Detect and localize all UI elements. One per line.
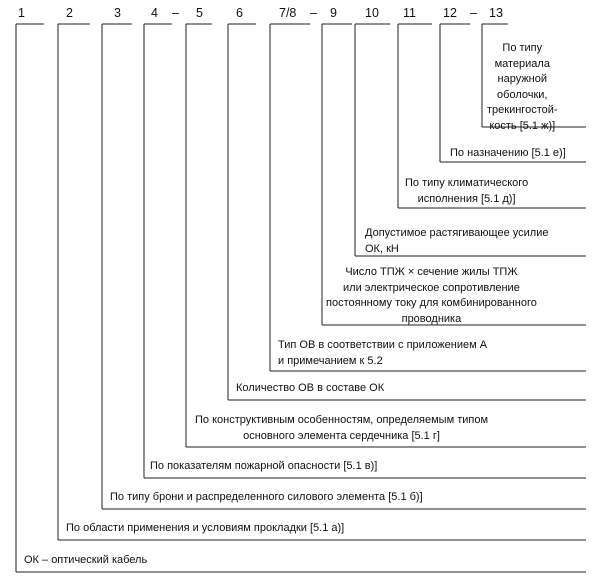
position-1: 1 [18,6,25,20]
position-5: 5 [196,6,203,20]
label-cable-type: ОК – оптический кабель [24,554,148,566]
position-3: 3 [114,6,121,20]
label-sheath-material: По типу материала наружной оболочки, трекингостой- кость [5.1 ж)] [487,42,558,132]
position-11: 11 [403,6,416,20]
label-core-design: По конструктивным особенностям, определяемым типом основного элемента сердечника [5.1 г] [195,414,489,442]
separator-dash: – [172,6,179,20]
label-fiber-count: Количество ОВ в составе ОК [236,382,385,394]
position-10: 10 [365,6,379,20]
separator-dash: – [310,6,317,20]
label-purpose: По назначению [5.1 е)] [450,147,566,159]
label-fiber-type: Тип ОВ в соответствии с приложением А и примечанием к 5.2 [278,339,488,367]
position-12: 12 [443,6,457,20]
position-6: 6 [236,6,243,20]
position-9: 9 [330,6,337,20]
label-fire-hazard: По показателям пожарной опасности [5.1 в)] [150,460,378,472]
position-4: 4 [151,6,158,20]
label-conductor-spec: Число ТПЖ × сечение жилы ТПЖ или электрическое сопротивление постоянному току для комбинированного проводника [326,266,537,325]
label-armor-type: По типу брони и распределенного силового элемента [5.1 б)] [110,491,423,503]
label-application-area: По области применения и условиям прокладки [5.1 а)] [66,522,345,534]
position-2: 2 [66,6,73,20]
separator-dash: – [470,6,477,20]
label-tensile-force: Допустимое растягивающее усилие ОК, кН [365,227,549,255]
position-13: 13 [489,6,503,20]
position-7-8: 7/8 [279,6,297,20]
label-climatic-version: По типу климатического исполнения [5.1 д)] [405,177,529,205]
